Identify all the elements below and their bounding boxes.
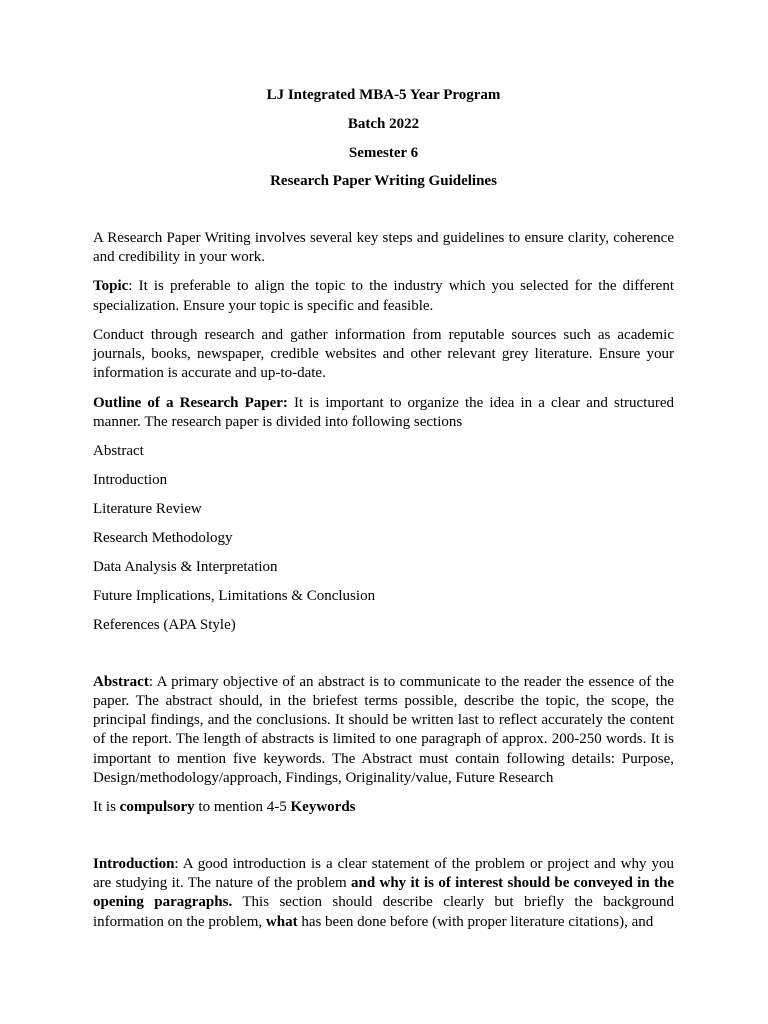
document-body	[93, 86, 674, 942]
abstract-text: : A primary objective of an abstract is to communicate to the reader the essence of the paper. The abstract should, in the briefest terms possible, describe the topic, the scope, the principal findings, and the conclusions. It should be written last to reflect accurately the content of the report. The length of abstracts is limited to one paragraph of approx. 200-250 words. It is important to mention five keywords. The Abstract must contain following details: Purpose, Design/methodology/approach, Findings, Originality/value, Future Research	[93, 673, 674, 787]
introduction-text: : A good introduction is a clear statement of the problem or project and why you are studying it. The nature of the problem	[93, 855, 674, 891]
abstract-label: Abstract	[93, 673, 149, 690]
introduction-bold: and why it is of interest should be conveyed in the opening paragraphs.	[93, 874, 674, 911]
topic-label: Topic	[93, 278, 129, 295]
topic-paragraph	[93, 277, 674, 316]
outline-label: Outline of a Research Paper:	[93, 394, 288, 411]
keywords-note-compulsory: compulsory	[119, 799, 195, 816]
abstract-paragraph	[93, 673, 674, 789]
section-item: Abstract	[93, 443, 144, 460]
topic-text: : It is preferable to align the topic to the industry which you selected for the different specialization. Ensure your topic is specific and feasible.	[93, 278, 674, 314]
semester-title: Semester 6	[348, 144, 419, 161]
section-item: References (APA Style)	[93, 617, 236, 634]
keywords-note	[93, 798, 674, 817]
introduction-text: has been done before (with proper literature citations), and	[297, 913, 654, 930]
outline-paragraph	[93, 394, 674, 433]
introduction-text: This section should describe clearly but briefly the background information on the problem,	[93, 894, 674, 930]
program-title: LJ Integrated MBA-5 Year Program	[266, 87, 501, 103]
introduction-paragraph	[93, 855, 674, 932]
keywords-note-keywords: Keywords	[290, 799, 356, 816]
introduction-bold: what	[265, 913, 298, 930]
section-item: Future Implications, Limitations & Conclusion	[93, 588, 376, 605]
batch-title: Batch 2022	[347, 115, 420, 132]
section-item: Literature Review	[93, 501, 202, 518]
keywords-note-text: to mention 4-5	[194, 799, 291, 816]
research-paragraph: Conduct through research and gather information from reputable sources such as academic journals, books, newspaper, credible websites and other relevant grey literature. Ensure your information is accurate and up-to-date.	[93, 326, 674, 382]
section-item: Data Analysis & Interpretation	[93, 559, 278, 576]
introduction-label: Introduction	[93, 855, 175, 872]
section-item: Introduction	[93, 472, 168, 489]
document-title: Research Paper Writing Guidelines	[270, 173, 497, 190]
outline-text: It is important to organize the idea in a clear and structured manner. The research paper is divided into following sections	[93, 394, 674, 431]
intro-paragraph: A Research Paper Writing involves several key steps and guidelines to ensure clarity, coherence and credibility in your work.	[93, 229, 674, 265]
section-list	[93, 442, 674, 635]
keywords-note-text: It is	[93, 799, 120, 816]
section-item: Research Methodology	[93, 530, 233, 547]
